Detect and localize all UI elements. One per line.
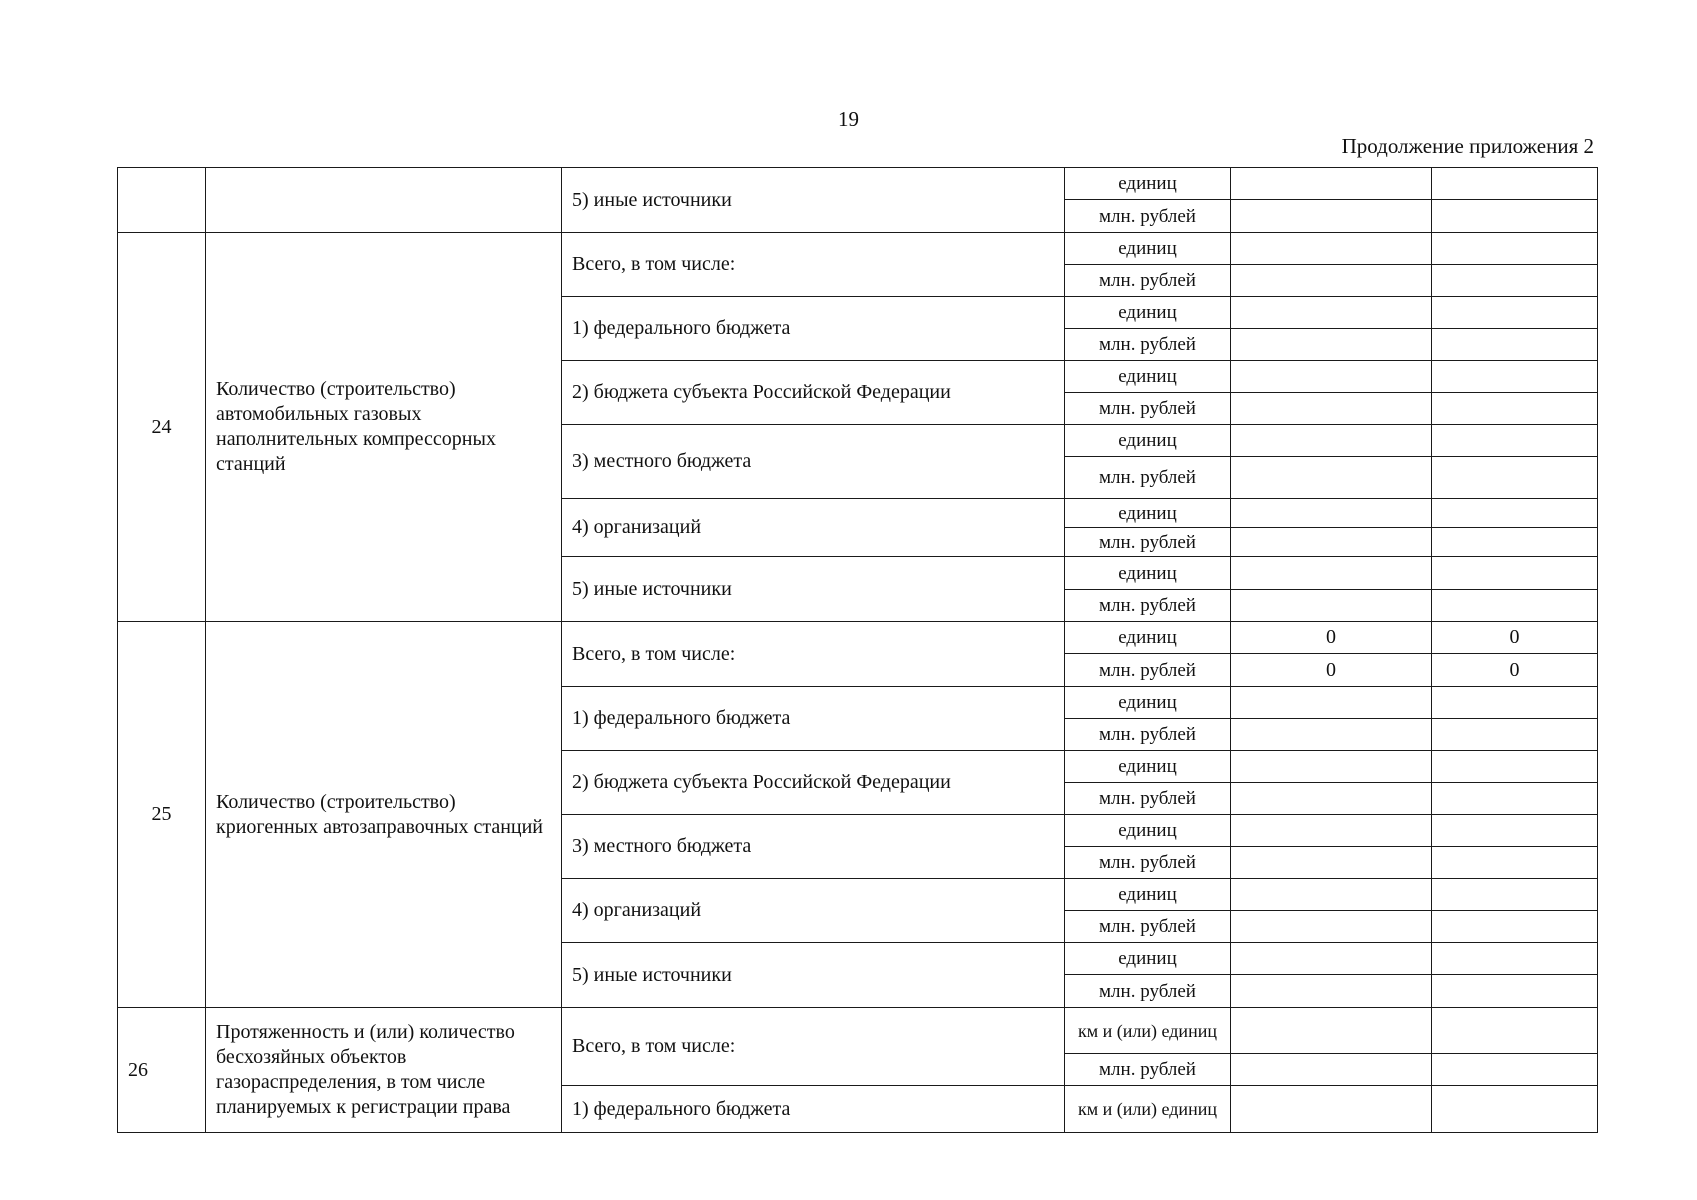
data-table — [117, 167, 1598, 1133]
value-cell[interactable] — [1432, 200, 1598, 233]
value-cell[interactable] — [1432, 1086, 1598, 1133]
unit-cell: млн. рублей — [1065, 911, 1231, 943]
value-cell[interactable] — [1231, 499, 1432, 528]
value-cell[interactable] — [1432, 687, 1598, 719]
value-cell[interactable] — [1432, 528, 1598, 557]
value-cell[interactable] — [1432, 499, 1598, 528]
source-cell: 1) федерального бюджета — [562, 1086, 1065, 1133]
value-cell[interactable] — [1231, 528, 1432, 557]
value-cell[interactable] — [1231, 457, 1432, 499]
unit-cell: км и (или) единиц — [1065, 1086, 1231, 1133]
source-cell: 5) иные источники — [562, 943, 1065, 1008]
unit-cell: км и (или) единиц — [1065, 1008, 1231, 1054]
continuation-label: Продолжение приложения 2 — [1341, 134, 1594, 158]
value-cell[interactable] — [1432, 911, 1598, 943]
unit-cell: единиц — [1065, 879, 1231, 911]
value-cell[interactable] — [1231, 975, 1432, 1008]
unit-cell: млн. рублей — [1065, 783, 1231, 815]
unit-cell: млн. рублей — [1065, 200, 1231, 233]
source-cell: 4) организаций — [562, 879, 1065, 943]
source-cell: 3) местного бюджета — [562, 425, 1065, 499]
source-cell: 2) бюджета субъекта Российской Федерации — [562, 361, 1065, 425]
value-cell[interactable]: 0 — [1432, 654, 1598, 687]
value-cell[interactable] — [1432, 783, 1598, 815]
value-cell[interactable] — [1231, 361, 1432, 393]
table-row — [118, 1008, 1598, 1054]
value-cell[interactable] — [1231, 329, 1432, 361]
unit-cell: млн. рублей — [1065, 590, 1231, 622]
source-cell: Всего, в том числе: — [562, 1008, 1065, 1086]
unit-cell: единиц — [1065, 687, 1231, 719]
value-cell[interactable] — [1432, 297, 1598, 329]
unit-cell: млн. рублей — [1065, 528, 1231, 557]
source-cell: Всего, в том числе: — [562, 622, 1065, 687]
value-cell[interactable] — [1432, 943, 1598, 975]
value-cell[interactable]: 0 — [1231, 622, 1432, 654]
value-cell[interactable] — [1432, 975, 1598, 1008]
row-number-cell: 24 — [118, 233, 206, 622]
value-cell[interactable] — [1432, 233, 1598, 265]
source-cell: Всего, в том числе: — [562, 233, 1065, 297]
value-cell[interactable] — [1432, 557, 1598, 590]
page-number: 19 — [838, 107, 859, 131]
unit-cell: единиц — [1065, 943, 1231, 975]
row-number-cell — [118, 168, 206, 233]
table-row — [118, 168, 1598, 200]
indicator-name-cell: Протяженность и (или) количество бесхозяйных объектов газораспределения, в том числе планируемых к регистрации права — [206, 1008, 562, 1133]
unit-cell: млн. рублей — [1065, 719, 1231, 751]
indicator-name-cell: Количество (строительство) автомобильных газовых наполнительных компрессорных станций — [206, 233, 562, 622]
value-cell[interactable] — [1231, 425, 1432, 457]
unit-cell: единиц — [1065, 815, 1231, 847]
value-cell[interactable] — [1231, 590, 1432, 622]
value-cell[interactable] — [1231, 1086, 1432, 1133]
value-cell[interactable] — [1432, 590, 1598, 622]
value-cell[interactable]: 0 — [1432, 622, 1598, 654]
unit-cell: единиц — [1065, 297, 1231, 329]
row-number-cell: 26 — [118, 1008, 206, 1133]
unit-cell: млн. рублей — [1065, 393, 1231, 425]
value-cell[interactable] — [1432, 1008, 1598, 1054]
unit-cell: единиц — [1065, 425, 1231, 457]
indicator-name-cell — [206, 168, 562, 233]
value-cell[interactable] — [1231, 168, 1432, 200]
value-cell[interactable] — [1231, 911, 1432, 943]
value-cell[interactable] — [1231, 687, 1432, 719]
source-cell: 1) федерального бюджета — [562, 687, 1065, 751]
value-cell[interactable] — [1231, 265, 1432, 297]
value-cell[interactable] — [1231, 200, 1432, 233]
unit-cell: млн. рублей — [1065, 329, 1231, 361]
value-cell[interactable] — [1432, 1054, 1598, 1086]
unit-cell: единиц — [1065, 622, 1231, 654]
table-row — [118, 622, 1598, 654]
value-cell[interactable] — [1231, 719, 1432, 751]
value-cell[interactable] — [1432, 719, 1598, 751]
row-number-cell: 25 — [118, 622, 206, 1008]
value-cell[interactable] — [1432, 879, 1598, 911]
unit-cell: единиц — [1065, 499, 1231, 528]
unit-cell: единиц — [1065, 751, 1231, 783]
value-cell[interactable] — [1432, 457, 1598, 499]
unit-cell: млн. рублей — [1065, 1054, 1231, 1086]
value-cell[interactable] — [1231, 557, 1432, 590]
value-cell[interactable] — [1231, 943, 1432, 975]
value-cell[interactable] — [1231, 751, 1432, 783]
table-row — [118, 233, 1598, 265]
value-cell[interactable] — [1231, 847, 1432, 879]
source-cell: 5) иные источники — [562, 168, 1065, 233]
unit-cell: единиц — [1065, 233, 1231, 265]
value-cell[interactable] — [1432, 265, 1598, 297]
unit-cell: млн. рублей — [1065, 975, 1231, 1008]
value-cell[interactable] — [1231, 233, 1432, 265]
indicator-name-cell: Количество (строительство) криогенных автозаправочных станций — [206, 622, 562, 1008]
value-cell[interactable]: 0 — [1231, 654, 1432, 687]
value-cell[interactable] — [1432, 361, 1598, 393]
value-cell[interactable] — [1231, 815, 1432, 847]
value-cell[interactable] — [1432, 425, 1598, 457]
source-cell: 1) федерального бюджета — [562, 297, 1065, 361]
unit-cell: единиц — [1065, 168, 1231, 200]
source-cell: 2) бюджета субъекта Российской Федерации — [562, 751, 1065, 815]
unit-cell: млн. рублей — [1065, 654, 1231, 687]
value-cell[interactable] — [1432, 168, 1598, 200]
value-cell[interactable] — [1432, 815, 1598, 847]
source-cell: 5) иные источники — [562, 557, 1065, 622]
source-cell: 3) местного бюджета — [562, 815, 1065, 879]
unit-cell: единиц — [1065, 557, 1231, 590]
value-cell[interactable] — [1231, 783, 1432, 815]
unit-cell: единиц — [1065, 361, 1231, 393]
unit-cell: млн. рублей — [1065, 457, 1231, 499]
value-cell[interactable] — [1231, 393, 1432, 425]
value-cell[interactable] — [1432, 329, 1598, 361]
value-cell[interactable] — [1231, 1054, 1432, 1086]
value-cell[interactable] — [1231, 879, 1432, 911]
value-cell[interactable] — [1432, 393, 1598, 425]
unit-cell: млн. рублей — [1065, 265, 1231, 297]
value-cell[interactable] — [1231, 297, 1432, 329]
value-cell[interactable] — [1231, 1008, 1432, 1054]
value-cell[interactable] — [1432, 751, 1598, 783]
source-cell: 4) организаций — [562, 499, 1065, 557]
value-cell[interactable] — [1432, 847, 1598, 879]
unit-cell: млн. рублей — [1065, 847, 1231, 879]
